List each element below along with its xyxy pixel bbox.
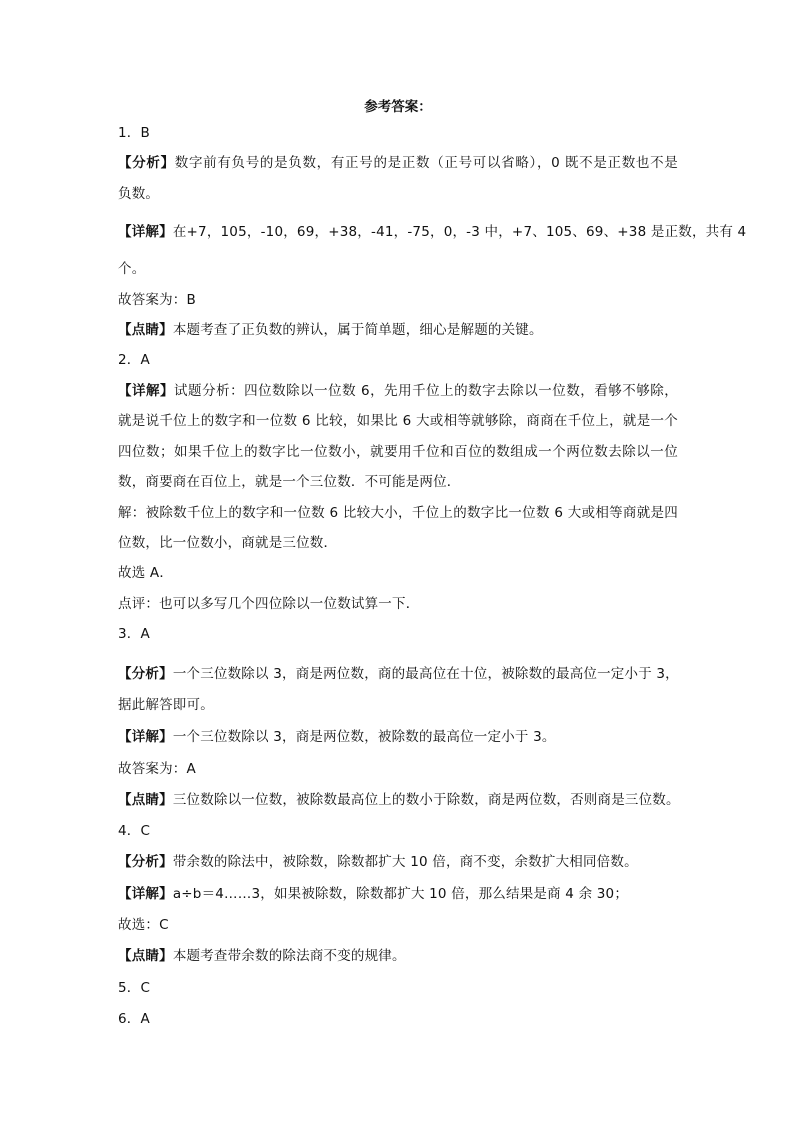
line-text: 点评：也可以多写几个四位除以一位数试算一下． bbox=[118, 596, 420, 612]
line-tag: 【点睛】 bbox=[118, 948, 173, 964]
page-title: 参考答案： bbox=[364, 99, 432, 115]
line-tag: 【详解】 bbox=[118, 886, 173, 902]
answer-line bbox=[118, 594, 678, 614]
answer-line bbox=[118, 381, 678, 401]
line-text: 故选：C bbox=[118, 917, 169, 933]
answer-line bbox=[118, 695, 678, 715]
answer-line bbox=[118, 790, 678, 810]
line-tag: 【详解】 bbox=[118, 224, 173, 240]
line-text: 位数，比一位数小，商就是三位数． bbox=[118, 535, 338, 551]
answer-line bbox=[118, 533, 678, 553]
line-tag: 【点睛】 bbox=[118, 792, 173, 808]
answer-line bbox=[118, 320, 678, 340]
answer-line bbox=[118, 884, 678, 904]
line-text: 3．A bbox=[118, 626, 150, 642]
answer-line bbox=[118, 852, 678, 872]
line-text: 数，商要商在百位上，就是一个三位数．不可能是两位． bbox=[118, 474, 461, 490]
line-text: 6．A bbox=[118, 1011, 150, 1027]
line-text: 2．A bbox=[118, 352, 150, 368]
answer-line bbox=[118, 821, 678, 841]
answer-line bbox=[118, 442, 678, 462]
answer-line bbox=[118, 153, 678, 173]
answer-line bbox=[118, 664, 678, 684]
line-text: 5．C bbox=[118, 980, 151, 996]
line-tag: 【点睛】 bbox=[118, 322, 173, 338]
line-text: 四位数；如果千位上的数字比一位数小，就要用千位和百位的数组成一个两位数去除以一位 bbox=[118, 444, 678, 460]
line-text: 4．C bbox=[118, 823, 151, 839]
line-text: 个。 bbox=[118, 261, 146, 277]
line-tag: 【详解】 bbox=[118, 729, 173, 745]
line-text: 带余数的除法中，被除数，除数都扩大 10 倍，商不变，余数扩大相同倍数。 bbox=[172, 854, 638, 870]
answer-line bbox=[118, 350, 678, 370]
line-tag: 【分析】 bbox=[118, 155, 175, 171]
answer-line bbox=[118, 978, 678, 998]
line-text: 本题考查了正负数的辨认，属于简单题，细心是解题的关键。 bbox=[172, 322, 543, 338]
line-text: 数字前有负号的是负数，有正号的是正数（正号可以省略），0 既不是正数也不是 bbox=[174, 155, 678, 171]
answer-line bbox=[118, 123, 678, 143]
line-text: 一个三位数除以 3，商是两位数，商的最高位在十位，被除数的最高位一定小于 3， bbox=[172, 666, 679, 682]
line-text: 试题分析：四位数除以一位数 6，先用千位上的数字去除以一位数，看够不够除， bbox=[174, 383, 678, 399]
answer-line bbox=[118, 1009, 678, 1029]
line-text: 解：被除数千位上的数字和一位数 6 比较大小，千位上的数字比一位数 6 大或相等商就是四 bbox=[118, 505, 678, 521]
line-text: a÷b＝4……3，如果被除数，除数都扩大 10 倍，那么结果是商 4 余 30； bbox=[172, 886, 629, 902]
answer-line bbox=[118, 259, 678, 279]
answer-line bbox=[118, 290, 678, 310]
answer-line bbox=[118, 563, 678, 583]
answer-line bbox=[118, 184, 678, 204]
line-text: 负数。 bbox=[118, 186, 160, 202]
answer-line bbox=[118, 915, 678, 935]
answer-line bbox=[118, 222, 747, 242]
line-tag: 【详解】 bbox=[118, 383, 175, 399]
line-text: 故答案为：A bbox=[118, 761, 196, 777]
line-text: 在+7，105，-10，69，+38，-41，-75，0，-3 中，+7、105、69、+38 是正数，共有 4 bbox=[172, 224, 747, 240]
line-text: 本题考查带余数的除法商不变的规律。 bbox=[172, 948, 406, 964]
answer-line bbox=[118, 759, 678, 779]
line-text: 据此解答即可。 bbox=[118, 697, 214, 713]
answer-line bbox=[118, 727, 678, 747]
line-text: 一个三位数除以 3，商是两位数，被除数的最高位一定小于 3。 bbox=[172, 729, 556, 745]
answer-line bbox=[118, 946, 678, 966]
answer-line bbox=[118, 411, 678, 431]
answer-line bbox=[118, 472, 678, 492]
line-text: 就是说千位上的数字和一位数 6 比较，如果比 6 大或相等就够除，商商在千位上，就是一个 bbox=[118, 413, 678, 429]
answer-line bbox=[118, 503, 678, 523]
line-text: 故选 A． bbox=[118, 565, 174, 581]
line-tag: 【分析】 bbox=[118, 666, 173, 682]
line-tag: 【分析】 bbox=[118, 854, 173, 870]
line-text: 三位数除以一位数，被除数最高位上的数小于除数，商是两位数，否则商是三位数。 bbox=[172, 792, 680, 808]
line-text: 故答案为：B bbox=[118, 292, 196, 308]
line-text: 1．B bbox=[118, 125, 150, 141]
answer-line bbox=[118, 624, 678, 644]
